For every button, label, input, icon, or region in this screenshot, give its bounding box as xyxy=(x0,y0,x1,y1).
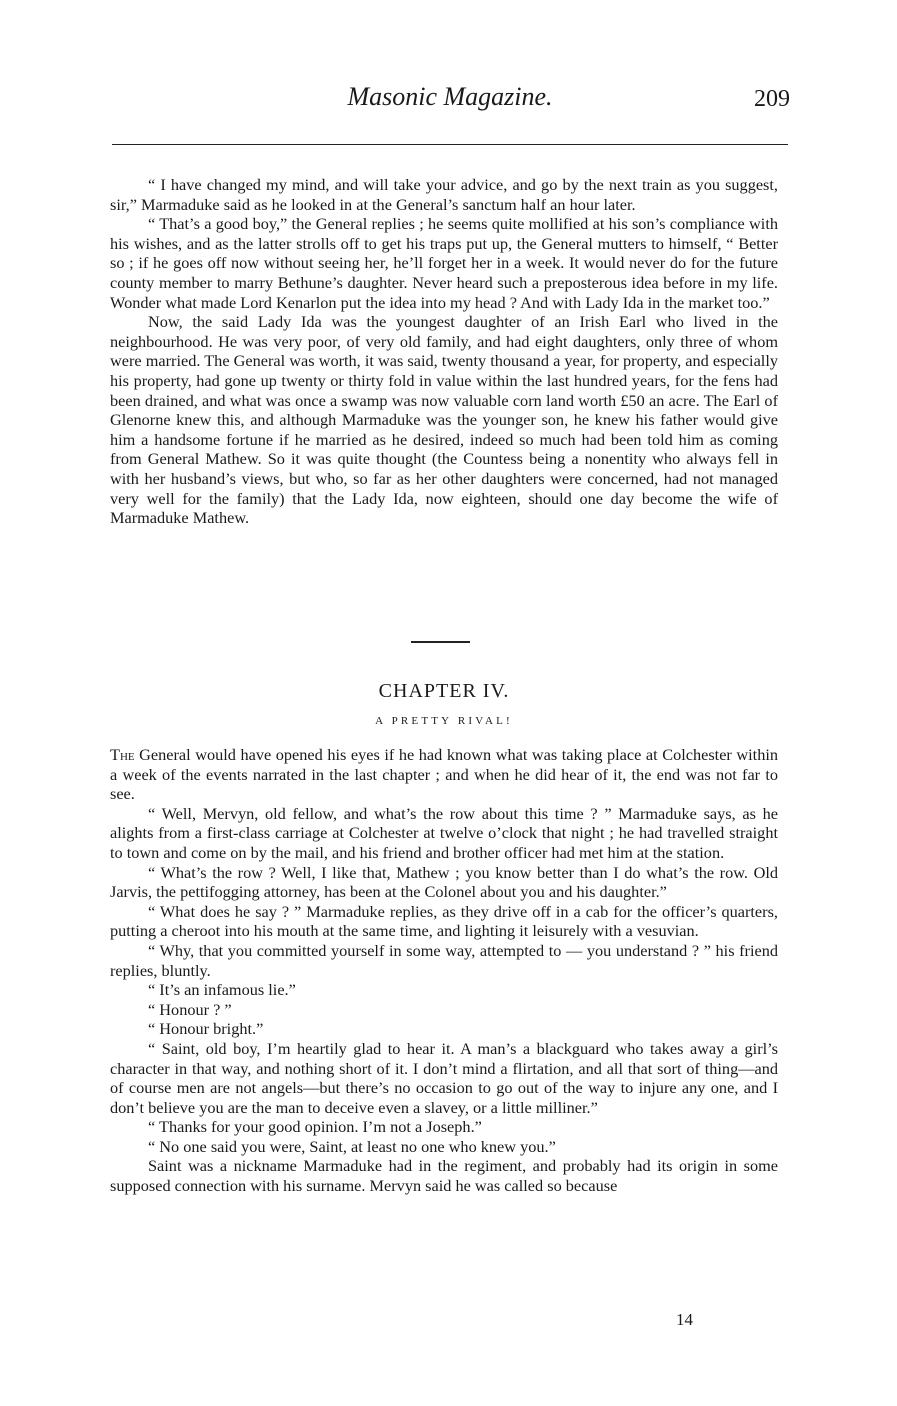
paragraph: “ What does he say ? ” Marmaduke replies, as they drive off in a cab for the officer’s quarters, putting a cheroot into his mouth at the same time, and lighting it leisurely with a vesuvian. xyxy=(110,901,778,941)
paragraph: “ Honour ? ” xyxy=(148,999,232,1019)
paragraph: “ That’s a good boy,” the General replies ; he seems quite mollified at his son’s compliance with his wishes, and as the latter strolls off to get his traps put up, the General mutters to himself, “ Better so ; if he goes off now without seeing her, he’ll forget her in a week. It would never do for the future county member to marry Bethune’s daughter. Never heard such a preposterous idea before in my life. Wonder what made Lord Kenarlon put the idea into my head ? And with Lady Ida in the market too.” xyxy=(110,214,778,312)
chapter-title: CHAPTER IV. xyxy=(378,680,510,702)
paragraph: “ No one said you were, Saint, at least no one who knew you.” xyxy=(148,1136,556,1156)
paragraph: Now, the said Lady Ida was the youngest daughter of an Irish Earl who lived in the neighbourhood. He was very poor, of very old family, and had eight daughters, only three of whom were married. The General was worth, it was said, twenty thousand a year, for property, and especially his property, had gone up twenty or thirty fold in value within the last hundred years, for the fens had been drained, and what was once a swamp was now valuable corn land worth £50 an acre. The Earl of Glenorne knew this, and although Marmaduke was the younger son, he knew his father would give him a handsome fortune if he married as he desired, indeed so much had been told him as coming from General Mathew. So it was quite thought (the Countess being a nonentity who always fell in with her husband’s views, but who, so far as her other daughters were concerned, had not managed very well for the family) that the Lady Ida, now eighteen, should one day become the wife of Marmaduke Mathew. xyxy=(110,312,778,528)
paragraph: “ Thanks for your good opinion. I’m not a Joseph.” xyxy=(148,1117,482,1137)
chapter-opening-paragraph xyxy=(110,745,778,804)
paragraph: “ It’s an infamous lie.” xyxy=(148,980,296,1000)
paragraph: “ Honour bright.” xyxy=(148,1019,264,1039)
page-number: 209 xyxy=(754,86,790,112)
paragraph: “ What’s the row ? Well, I like that, Mathew ; you know better than I do what’s the row. Old Jarvis, the pettifogging attorney, has been at the Colonel about you and his daughter.” xyxy=(110,862,778,902)
body-text-part1 xyxy=(110,175,778,528)
paragraph: “ Saint, old boy, I’m heartily glad to hear it. A man’s a blackguard who takes away a girl’s character in that way, and nothing short of it. I don’t mind a flirtation, and all that sort of thing—and of course men are not angels—but there’s no occasion to go out of the way to injure any one, and I don’t believe you are the man to deceive even a slavey, or a little milliner.” xyxy=(110,1038,778,1117)
paragraph: “ Why, that you committed yourself in some way, attempted to — you understand ? ” his friend replies, bluntly. xyxy=(110,940,778,980)
paragraph: “ I have changed my mind, and will take your advice, and go by the next train as you suggest, sir,” Marmaduke said as he looked in at the General’s sanctum half an hour later. xyxy=(110,175,778,214)
chapter-divider-rule xyxy=(411,641,470,643)
signature-mark: 14 xyxy=(676,1310,693,1329)
paragraph: “ Well, Mervyn, old fellow, and what’s the row about this time ? ” Marmaduke says, as he alights from a first-class carriage at Colchester at twelve o’clock that night ; he had travelled straight to town and come on by the mail, and his friend and brother officer had met him at the station. xyxy=(110,803,778,862)
body-text-part2 xyxy=(110,745,778,1196)
page-header xyxy=(110,78,790,118)
opening-text: General would have opened his eyes if he had known what was taking place at Colchester within a week of the events narrated in the last chapter ; and when he did hear of it, the end was not far to see. xyxy=(110,745,778,804)
paragraph: Saint was a nickname Marmaduke had in the regiment, and probably had its origin in some supposed connection with his surname. Mervyn said he was called so because xyxy=(110,1156,778,1196)
header-rule xyxy=(112,144,788,145)
opening-word: The xyxy=(110,745,135,764)
chapter-subtitle: A PRETTY RIVAL! xyxy=(375,715,513,727)
running-title: Masonic Magazine. xyxy=(347,82,553,111)
